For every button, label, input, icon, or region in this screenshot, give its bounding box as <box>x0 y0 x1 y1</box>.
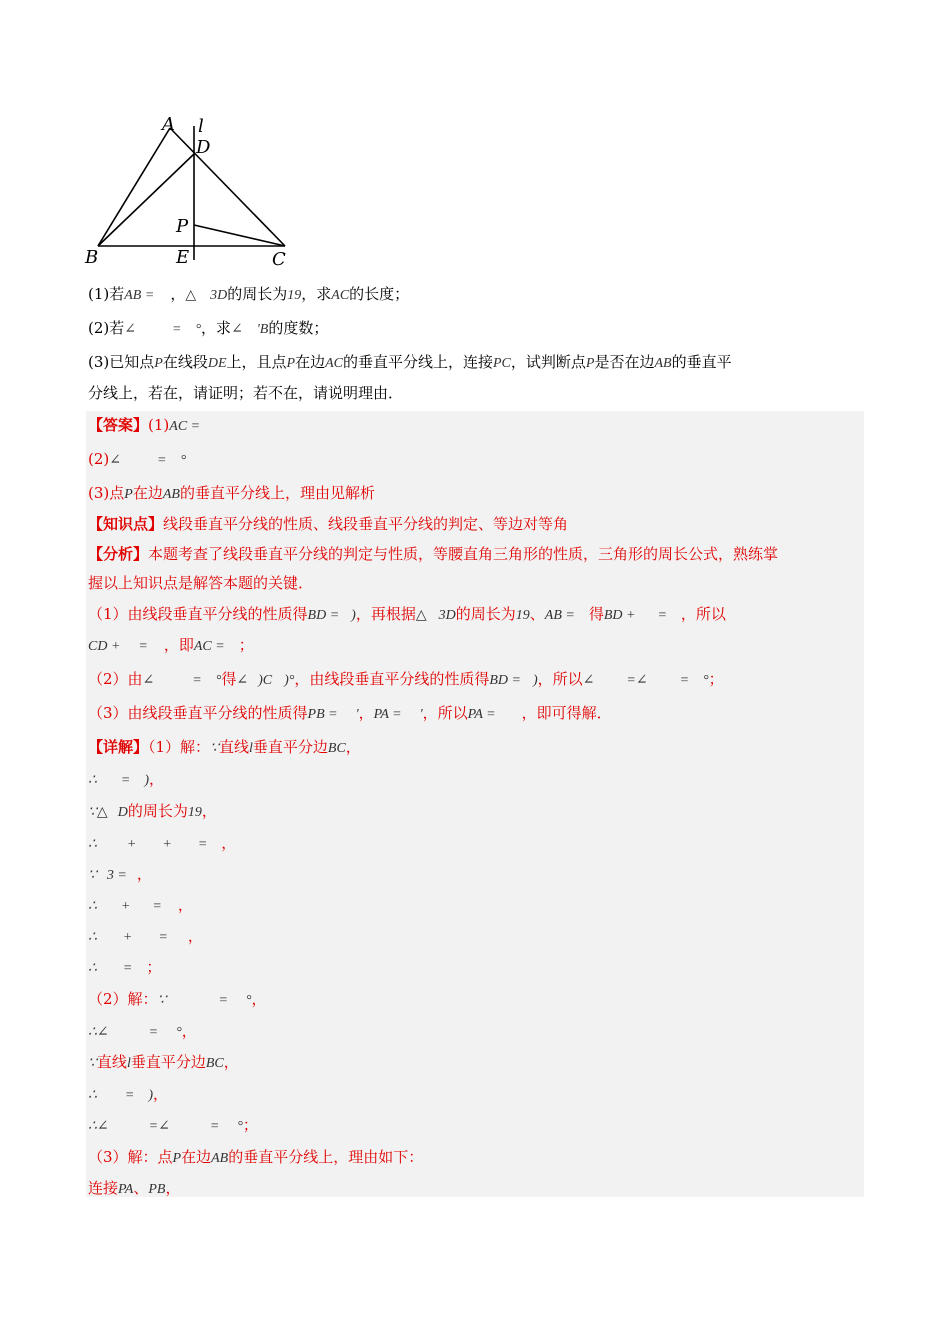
detail-math: ° <box>245 993 252 1008</box>
q3-math: P <box>286 356 296 371</box>
detail-math: + <box>126 837 137 852</box>
label-b: B <box>85 247 99 268</box>
detail-math: = <box>148 1025 159 1040</box>
detail-line-5 <box>88 864 152 886</box>
q2-math: ° <box>195 322 202 337</box>
analysis-math: BD = <box>489 673 521 688</box>
detail-text: ， <box>165 1179 181 1197</box>
detail-text: 直线 <box>96 1053 127 1071</box>
analysis-text: ， <box>358 704 374 722</box>
analysis-math: ) <box>532 673 538 688</box>
detail-math: 19 <box>187 805 202 820</box>
detail-math: = <box>218 993 228 1008</box>
detail-text: 垂直平分边 <box>252 738 328 756</box>
detail-text: （1）解： <box>148 738 211 756</box>
detail-line-7 <box>88 926 203 948</box>
triangle-figure <box>82 112 302 272</box>
detail-text: ， <box>221 834 237 852</box>
detail-text: ， <box>187 927 203 945</box>
q3-text: ，试判断点 <box>510 353 586 371</box>
analysis-tag: 【分析】 <box>88 545 149 563</box>
analysis-step-1 <box>88 604 726 626</box>
analysis-text: ，即 <box>163 636 194 654</box>
q3-text: 在边 <box>295 353 326 371</box>
analysis-math: )° <box>284 673 295 688</box>
detail-math: ∴ <box>88 961 97 976</box>
detail-math: ∴ <box>88 930 97 945</box>
q2-text: 的度数； <box>268 319 329 337</box>
label-a: A <box>162 114 175 135</box>
analysis-line-1 <box>88 544 778 564</box>
q3-math: AB <box>654 356 672 371</box>
answer-text: (2) <box>88 450 110 468</box>
analysis-math: △ <box>415 608 427 623</box>
analysis-math: BD + <box>603 608 636 623</box>
detail-part-2-line-2 <box>88 1021 197 1043</box>
analysis-math: ) <box>351 608 356 623</box>
detail-text: ； <box>242 1116 258 1134</box>
analysis-text: ，所以 <box>680 605 726 623</box>
q1-text: ， <box>170 285 186 303</box>
detail-math: ∴ <box>88 1088 97 1103</box>
q2-math: 'B <box>256 322 269 337</box>
detail-part-2-line-4 <box>88 1084 168 1106</box>
detail-math: P <box>172 1151 182 1166</box>
answer-math: P <box>124 487 133 502</box>
q3-text: 上，且点 <box>226 353 287 371</box>
detail-text: 连接 <box>88 1179 119 1197</box>
detail-line-2 <box>88 769 164 791</box>
q2-text: ，求 <box>201 319 232 337</box>
analysis-math: BD = <box>307 608 340 623</box>
label-d: D <box>196 137 211 158</box>
q2-math: ∠ <box>231 322 243 337</box>
detail-math: ∴ <box>88 899 97 914</box>
detail-math: ∴ <box>88 837 97 852</box>
analysis-math: ∠ <box>142 673 155 688</box>
label-l: l <box>198 116 204 137</box>
detail-math: ∵ <box>210 741 219 756</box>
detail-math: = <box>152 899 162 914</box>
label-p: P <box>176 216 189 237</box>
detail-math: PB <box>148 1182 166 1197</box>
analysis-text: ，由线段垂直平分线的性质得 <box>294 670 490 688</box>
q3-number: (3)已知点 <box>88 353 155 371</box>
analysis-text: （3）由线段垂直平分线的性质得 <box>88 704 308 722</box>
analysis-math: ° <box>703 673 709 688</box>
question-3 <box>88 352 732 374</box>
detail-text: 、 <box>133 1179 149 1197</box>
detail-math: ∴ <box>88 773 97 788</box>
analysis-math: CD + <box>88 639 121 654</box>
detail-math: AB <box>211 1151 229 1166</box>
analysis-math: = <box>192 673 202 688</box>
detail-math: l <box>249 741 253 756</box>
detail-math: ∵ <box>88 1056 97 1071</box>
detail-math: ° <box>176 1025 182 1040</box>
detail-text: ， <box>345 738 361 756</box>
analysis-step-1-cont <box>88 635 254 657</box>
detail-text: 直线 <box>218 738 249 756</box>
detail-text: 在边 <box>181 1148 212 1166</box>
detail-math: D <box>117 805 128 820</box>
q3-text: 分线上，若在，请证明；若不在，请说明理由． <box>88 384 404 402</box>
analysis-step-2 <box>88 669 724 691</box>
analysis-step-3 <box>88 703 612 725</box>
detail-part-2-line-5 <box>88 1115 258 1137</box>
answer-math: AB <box>162 487 180 502</box>
q2-math: ∠ <box>124 322 136 337</box>
analysis-math: PB = <box>307 707 338 722</box>
q1-math: 19 <box>287 288 302 303</box>
detail-math: ° <box>237 1119 243 1134</box>
knowledge-line <box>88 514 568 534</box>
answer-math: ∠ <box>109 453 121 468</box>
label-e: E <box>176 247 190 268</box>
analysis-text: ，所以 <box>537 670 583 688</box>
analysis-math: = <box>657 608 667 623</box>
answer-tag: 【答案】 <box>88 416 149 434</box>
analysis-math: ∠ <box>236 673 249 688</box>
knowledge-text: 线段垂直平分线的性质、线段垂直平分线的判定、等边对等角 <box>163 515 569 533</box>
answer-text: 的垂直平分线上，理由见解析 <box>179 484 375 502</box>
q3-text: 是否在边 <box>594 353 655 371</box>
analysis-text: 得 <box>588 605 604 623</box>
question-2 <box>88 318 328 340</box>
q3-math: P <box>154 356 163 371</box>
q1-text: 的长度； <box>349 285 410 303</box>
analysis-math: ' <box>419 707 423 722</box>
detail-text: ， <box>153 1085 169 1103</box>
q3-text: 的垂直平 <box>671 353 732 371</box>
analysis-math: )C <box>258 673 273 688</box>
detail-part-3-line-1 <box>88 1147 423 1169</box>
detail-text: ； <box>146 958 162 976</box>
answer-text: (1) <box>148 416 170 434</box>
analysis-text: ，所以 <box>422 704 468 722</box>
analysis-math: AC = <box>193 639 225 654</box>
analysis-text: ； <box>708 670 724 688</box>
analysis-text: ，再根据 <box>355 605 416 623</box>
detail-math: BC <box>205 1056 224 1071</box>
q1-math: △ <box>185 288 197 303</box>
analysis-math: 3D <box>438 608 456 623</box>
analysis-text: 握以上知识点是解答本题的关键． <box>88 574 314 592</box>
question-1 <box>88 284 409 306</box>
detail-tag: 【详解】 <box>88 738 149 756</box>
q1-math: AB = <box>124 288 155 303</box>
detail-math: 3 = <box>106 868 127 883</box>
detail-math: = <box>197 837 208 852</box>
q3-text: 的垂直平分线上，连接 <box>342 353 493 371</box>
detail-math: =∠ <box>148 1119 170 1134</box>
analysis-text: （1）由线段垂直平分线的性质得 <box>88 605 308 623</box>
detail-text: ， <box>181 1022 197 1040</box>
q2-math: = <box>171 322 182 337</box>
detail-math: = <box>122 961 133 976</box>
answer-math: AC = <box>169 419 201 434</box>
analysis-math: PA = <box>373 707 402 722</box>
q1-math: 3D <box>210 288 228 303</box>
detail-text: 的周长为 <box>127 802 188 820</box>
detail-text: ， <box>149 770 165 788</box>
answer-text: 在边 <box>132 484 163 502</box>
q3-text: 在线段 <box>162 353 208 371</box>
q3-math: DE <box>207 356 227 371</box>
analysis-text: ，即可得解． <box>521 704 612 722</box>
detail-math: ∵ <box>157 993 167 1008</box>
detail-text: ， <box>177 896 193 914</box>
detail-line-4 <box>88 833 236 855</box>
detail-math: ∴∠ <box>88 1025 109 1040</box>
analysis-math: 19 <box>515 608 530 623</box>
analysis-math: ∠ <box>582 673 595 688</box>
answer-section <box>86 411 864 1197</box>
detail-math: ∵△ <box>88 805 108 820</box>
analysis-text: 的周长为 <box>455 605 516 623</box>
detail-math: BC <box>327 741 346 756</box>
analysis-line-2 <box>88 573 313 593</box>
answer-line-2 <box>88 449 186 471</box>
answer-math: ° <box>180 453 187 468</box>
detail-math: = <box>158 930 168 945</box>
q1-text: ，求 <box>301 285 332 303</box>
q1-math: AC <box>331 288 350 303</box>
knowledge-tag: 【知识点】 <box>88 515 164 533</box>
analysis-math: ' <box>355 707 359 722</box>
analysis-text: （2）由 <box>88 670 143 688</box>
detail-math: = <box>124 1088 135 1103</box>
segment-pc <box>194 225 285 246</box>
detail-math: + <box>162 837 172 852</box>
detail-text: ， <box>251 990 267 1008</box>
answer-line-3 <box>88 483 375 505</box>
analysis-math: ° <box>215 673 222 688</box>
detail-text: ， <box>223 1053 239 1071</box>
detail-text: ， <box>201 802 217 820</box>
analysis-math: =∠ <box>626 673 648 688</box>
analysis-text: 、 <box>529 605 545 623</box>
answer-text: (3)点 <box>88 484 125 502</box>
answer-line-1 <box>88 415 200 437</box>
detail-math: = <box>209 1119 220 1134</box>
analysis-math: PA = <box>467 707 496 722</box>
detail-math: ∴∠ <box>88 1119 109 1134</box>
label-c: C <box>272 249 286 270</box>
detail-part-2-line-1 <box>88 989 267 1011</box>
q3-math: P <box>585 356 595 371</box>
detail-text: （2）解： <box>88 990 158 1008</box>
analysis-text: 得 <box>221 670 237 688</box>
question-3-continued <box>88 383 403 403</box>
detail-math: + <box>122 930 133 945</box>
detail-line-6 <box>88 895 193 917</box>
detail-math: l <box>126 1056 131 1071</box>
detail-part-3-line-2 <box>88 1178 180 1200</box>
detail-math: PA <box>118 1182 134 1197</box>
analysis-text: ； <box>238 636 254 654</box>
analysis-math: = <box>138 639 148 654</box>
detail-part-2-line-3 <box>88 1052 239 1074</box>
detail-line-3 <box>88 801 217 823</box>
detail-text: 的垂直平分线上，理由如下： <box>228 1148 424 1166</box>
detail-math: = <box>120 773 131 788</box>
answer-math: = <box>156 453 167 468</box>
detail-line-1 <box>88 737 361 759</box>
q2-number: (2)若 <box>88 319 125 337</box>
analysis-math: = <box>679 673 690 688</box>
detail-line-8 <box>88 957 161 979</box>
detail-text: （3）解：点 <box>88 1148 173 1166</box>
q3-math: AC <box>325 356 343 371</box>
detail-math: ) <box>148 1088 154 1103</box>
q1-text: 的周长为 <box>227 285 288 303</box>
q1-number: (1)若 <box>88 285 125 303</box>
triangle-diagram <box>82 112 302 272</box>
q3-math: PC <box>493 356 511 371</box>
detail-math: + <box>120 899 131 914</box>
detail-math: ) <box>144 773 150 788</box>
detail-text: ， <box>136 865 152 883</box>
analysis-math: AB = <box>544 608 575 623</box>
detail-text: 垂直平分边 <box>130 1053 206 1071</box>
detail-math: ∵ <box>88 868 97 883</box>
analysis-text: 本题考查了线段垂直平分线的判定与性质，等腰直角三角形的性质，三角形的周长公式，熟练掌 <box>148 545 779 563</box>
